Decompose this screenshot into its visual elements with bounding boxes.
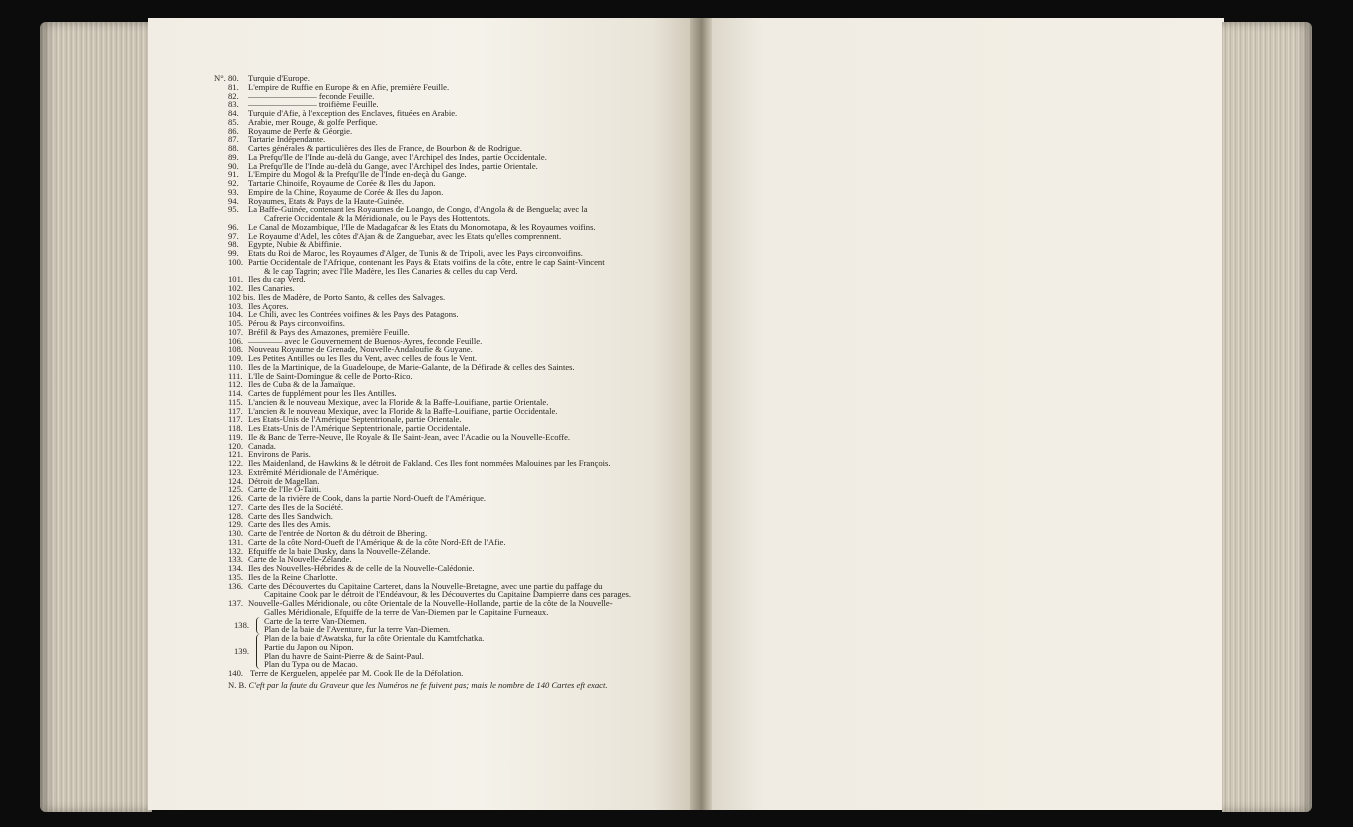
entry-text: Canada.: [248, 440, 276, 451]
entry-number: 80.: [228, 73, 239, 83]
entry-text: L'ancien & le nouveau Mexique, avec la Floride & la Baffe-Louifiane, partie Occidentale.: [248, 405, 558, 416]
entry-number: 100.: [228, 256, 244, 267]
entry-text: Ile & Banc de Terre-Neuve, Ile Royale & Ile Saint-Jean, avec l'Acadie ou la Nouvelle-Ecoffe.: [248, 431, 571, 442]
entry-text: Iles de Cuba & de la Jamaïque.: [248, 379, 356, 390]
entry-number: 101.: [228, 274, 244, 285]
entry-text: Le Canal de Mozambique, l'Ile de Madagafcar & les Etats du Monomotapa, & les Royaumes voifins.: [248, 221, 596, 232]
entry-number: 92.: [228, 178, 239, 188]
entry-number: 103.: [228, 300, 244, 311]
entry-text: Pérou & Pays circonvoifins.: [248, 318, 345, 328]
entry-text: Nouvelle-Galles Méridionale, ou côte Orientale de la Nouvelle-Hollande, partie de la côte de la Nouvelle-: [248, 598, 613, 608]
entry-text: Tartarie Indépendante.: [248, 134, 326, 145]
map-list: [214, 73, 684, 690]
entry-number: 119.: [228, 431, 243, 442]
entry-continuation: & le cap Tagrin; avec l'Ile Madère, les Iles Canaries & celles du cap Verd.: [264, 265, 518, 276]
list-item: [228, 275, 684, 284]
entry-text: Etats du Roi de Maroc, les Royaumes d'Alger, de Tunis & de Tripoli, avec les Pays circonvoifins.: [248, 248, 583, 258]
entry-number: 85.: [228, 116, 239, 127]
entry-text: Le Chili, avec les Contrées voifines & les Pays des Patagons.: [248, 309, 459, 320]
entry-number: 83.: [228, 99, 239, 110]
entry-text: Iles Canaries.: [248, 283, 295, 293]
right-page-edges: [1222, 22, 1312, 812]
entry-number: 94.: [228, 195, 239, 206]
entry-text: Environs de Paris.: [248, 449, 311, 460]
entry-number: 108.: [228, 344, 244, 355]
entry-text: Turquie d'Europe.: [248, 73, 310, 83]
entry-number: 84.: [228, 108, 239, 118]
entry-text: Efquiffe de la baie Dusky, dans la Nouvelle-Zélande.: [248, 545, 431, 556]
entry-text: ———————— feconde Feuille.: [248, 90, 375, 101]
entry-text: Royaumes, Etats & Pays de la Haute-Guinée.: [248, 195, 405, 206]
entry-text: Iles du cap Verd.: [248, 274, 306, 285]
entry-continuation: Capitaine Cook par le détroit de l'Endéavour, & les Découvertes du Capitaine Dampierre dans ces parages.: [264, 589, 632, 600]
entry-number: 90.: [228, 160, 239, 171]
entry-text: ———————— troifième Feuille.: [248, 99, 379, 110]
entry-number: 117.: [228, 405, 243, 416]
entry-number: 104.: [228, 309, 244, 320]
entry-number: 91.: [228, 169, 239, 180]
entry-138-group: [228, 617, 684, 635]
entry-list: [228, 83, 684, 617]
entry-number: 135.: [228, 571, 244, 582]
entry-text: L'Empire du Mogol & la Prefqu'Ile de l'Inde en-deçà du Gange.: [248, 169, 467, 180]
entry-text: Iles des Nouvelles-Hébrides & de celle de la Nouvelle-Calédonie.: [248, 563, 475, 573]
footnote-text: C'eft par la faute du Graveur que les Numéros ne fe fuivent pas; mais le nombre de 140 Cartes eft exact.: [248, 679, 608, 690]
entry-number: 95.: [228, 204, 239, 215]
entry-continuation: Cafrerie Occidentale & la Méridionale, ou le Pays des Hottentots.: [264, 213, 490, 223]
entry-number: 88.: [228, 143, 239, 153]
entry-number: 110.: [228, 361, 243, 372]
entry-text: Royaume de Perfe & Géorgie.: [248, 125, 353, 136]
entry-number: 131.: [228, 536, 244, 547]
entry-number: 123.: [228, 466, 244, 477]
entry-number: 87.: [228, 134, 239, 145]
entry-text: Egypte, Nubie & Abiffinie.: [248, 239, 342, 250]
entry-text: Turquie d'Afie, à l'exception des Enclaves, fituées en Arabie.: [248, 108, 458, 118]
entry-text: Bréfil & Pays des Amazones, première Feuille.: [248, 326, 410, 337]
footnote: [228, 681, 684, 690]
entry-text: Terre de Kerguelen, appelée par M. Cook Ile de la Défolation.: [250, 668, 464, 678]
entry-text: La Prefqu'Ile de l'Inde au-delà du Gange, avec l'Archipel des Indes, partie Occidentale.: [248, 151, 547, 162]
entry-text: Extrêmité Méridionale de l'Amérique.: [248, 466, 379, 477]
entry-number: 98.: [228, 239, 239, 250]
entry-text: Carte des Iles de la Société.: [248, 501, 343, 512]
entry-number: 96.: [228, 221, 239, 232]
entry-number: 81.: [228, 81, 239, 92]
entry-text: Nouveau Royaume de Grenade, Nouvelle-Andaloufie & Guyane.: [248, 344, 473, 355]
entry-number: 115.: [228, 396, 243, 407]
entry-number: 126.: [228, 493, 244, 503]
entry-text: Iles Açores.: [248, 300, 289, 311]
entry-text: Carte des Iles Sandwich.: [248, 510, 333, 521]
entry-number: 97.: [228, 230, 239, 241]
list-item: Plan du havre de Saint-Pierre & de Saint-Paul.: [264, 650, 424, 661]
entry-text: L'empire de Ruffie en Europe & en Afie, première Feuille.: [248, 81, 450, 92]
entry-text: Carte de la Nouvelle-Zélande.: [248, 554, 352, 565]
footnote-prefix: N. B.: [228, 679, 247, 690]
entry-number: 130.: [228, 528, 244, 538]
list-item: [228, 293, 684, 302]
entry-number: 118.: [228, 423, 243, 433]
entry-number: 120.: [228, 440, 244, 451]
entry-text: Détroit de Magellan.: [248, 475, 320, 486]
entry-text: Iles Maidenland, de Hawkins & le détroit de Fakland. Ces Iles font nommées Malouines par les François.: [248, 458, 611, 468]
entry-number: 122.: [228, 458, 244, 468]
entry-text: Carte de la côte Nord-Oueft de l'Amérique & de la côte Nord-Eft de l'Afie.: [248, 536, 506, 547]
entry-number: 138.: [234, 619, 250, 630]
list-item: [228, 433, 684, 442]
entry-text: Les Petites Antilles ou les Iles du Vent, avec celles de fous le Vent.: [248, 353, 478, 363]
entry-text: Iles de la Reine Charlotte.: [248, 571, 338, 582]
entry-text: Carte de l'Ile O-Taiti.: [248, 484, 322, 495]
entry-number: 107.: [228, 326, 244, 337]
entry-number: 129.: [228, 519, 244, 530]
entry-number: 93.: [228, 186, 239, 197]
entry-number: 112.: [228, 379, 243, 390]
entry-number: 111.: [228, 370, 243, 381]
entry-number: 140.: [228, 668, 244, 678]
entry-number: 136.: [228, 580, 244, 591]
entry-number: 124.: [228, 475, 244, 486]
entry-number: 105.: [228, 318, 244, 328]
entry-text: Cartes de fupplément pour les Iles Antilles.: [248, 388, 397, 398]
entry-text: ———— avec le Gouvernement de Buenos-Ayres, feconde Feuille.: [248, 335, 483, 346]
entry-text: Iles de Madère, de Porto Santo, & celles des Salvages.: [258, 291, 446, 302]
entry-number: 125.: [228, 484, 244, 495]
entry-text: Tartarie Chinoife, Royaume de Corée & Iles du Japon.: [248, 178, 436, 188]
entry-text: Iles de la Martinique, de la Guadeloupe, de Marie-Galante, de la Défirade & celles des Saintes.: [248, 361, 575, 372]
entry-text: Carte de la rivière de Cook, dans la partie Nord-Oueft de l'Amérique.: [248, 493, 487, 503]
entry-number: 109.: [228, 353, 244, 363]
entry-text: Partie Occidentale de l'Afrique, contenant les Pays & Etats voifins de la côte, entre le cap Saint-Vincent: [248, 256, 605, 267]
entry-text: La Baffe-Guinée, contenant les Royaumes de Loango, de Congo, d'Angola & de Benguela; avec la: [248, 204, 588, 215]
entry-number: 128.: [228, 510, 244, 521]
list-item: Plan du Typa ou de Macao.: [264, 659, 358, 670]
entry-text: L'Ile de Saint-Domingue & celle de Porto-Rico.: [248, 370, 413, 381]
entry-139-group: [228, 634, 684, 669]
entry-number: 82.: [228, 90, 239, 101]
entry-number: 127.: [228, 501, 244, 512]
header-number-label: N°.: [214, 73, 226, 83]
entry-number: 134.: [228, 563, 244, 573]
entry-number: 139.: [234, 646, 250, 656]
entry-number: 132.: [228, 545, 244, 556]
entry-text: L'ancien & le nouveau Mexique, avec la Floride & la Baffe-Louifiane, partie Orientale.: [248, 396, 549, 407]
entry-text: La Prefqu'Ile de l'Inde au-delà du Gange, avec l'Archipel des Indes, partie Orientale.: [248, 160, 538, 171]
entry-number: 114.: [228, 388, 243, 398]
entry-number: 133.: [228, 554, 244, 565]
entry-number: 121.: [228, 449, 244, 460]
entry-number: 99.: [228, 248, 239, 258]
entry-text: Carte de l'entrée de Norton & du détroit de Bhering.: [248, 528, 428, 538]
entry-number: 102.: [228, 283, 244, 293]
entry-number: 137.: [228, 598, 244, 608]
entry-continuation: Galles Méridionale, Efquiffe de la terre de Van-Diemen par le Capitaine Furneaux.: [264, 606, 549, 617]
entry-text: Les Etats-Unis de l'Amérique Septentrionale, partie Occidentale.: [248, 423, 471, 433]
entry-number: 117.: [228, 414, 243, 425]
entry-number: 106.: [228, 335, 244, 346]
entry-text: Empire de la Chine, Royaume de Corée & Iles du Japon.: [248, 186, 444, 197]
list-item: Plan de la baie d'Awatska, fur la côte Orientale du Kamtfchatka.: [264, 633, 485, 643]
entry-text: Carte des Découvertes du Capitaine Carteret, dans la Nouvelle-Bretagne, avec une partie du paffage du: [248, 580, 603, 591]
entry-number: 89.: [228, 151, 239, 162]
list-item: Partie du Japon ou Nipon.: [264, 641, 354, 652]
entry-text: Carte des Iles des Amis.: [248, 519, 331, 530]
list-item: Carte de la terre Van-Diemen.: [264, 615, 367, 626]
entry-140: [228, 669, 684, 678]
list-item: Plan de la baie de l'Aventure, fur la terre Van-Diemen.: [264, 624, 451, 635]
entry-number: 86.: [228, 125, 239, 136]
entry-number: 102 bis.: [228, 291, 256, 302]
left-page-edges: [40, 22, 152, 812]
entry-text: Arabie, mer Rouge, & golfe Perfique.: [248, 116, 378, 127]
entry-text: Cartes générales & particulières des Iles de France, de Bourbon & de Rodrigue.: [248, 143, 522, 153]
entry-text: Les Etats-Unis de l'Amérique Septentrionale, partie Orientale.: [248, 414, 462, 425]
right-page-blank: [712, 18, 1224, 810]
entry-text: Le Royaume d'Adel, les côtes d'Ajan & de Zanguebar, avec les Etats qu'elles comprennent.: [248, 230, 562, 241]
